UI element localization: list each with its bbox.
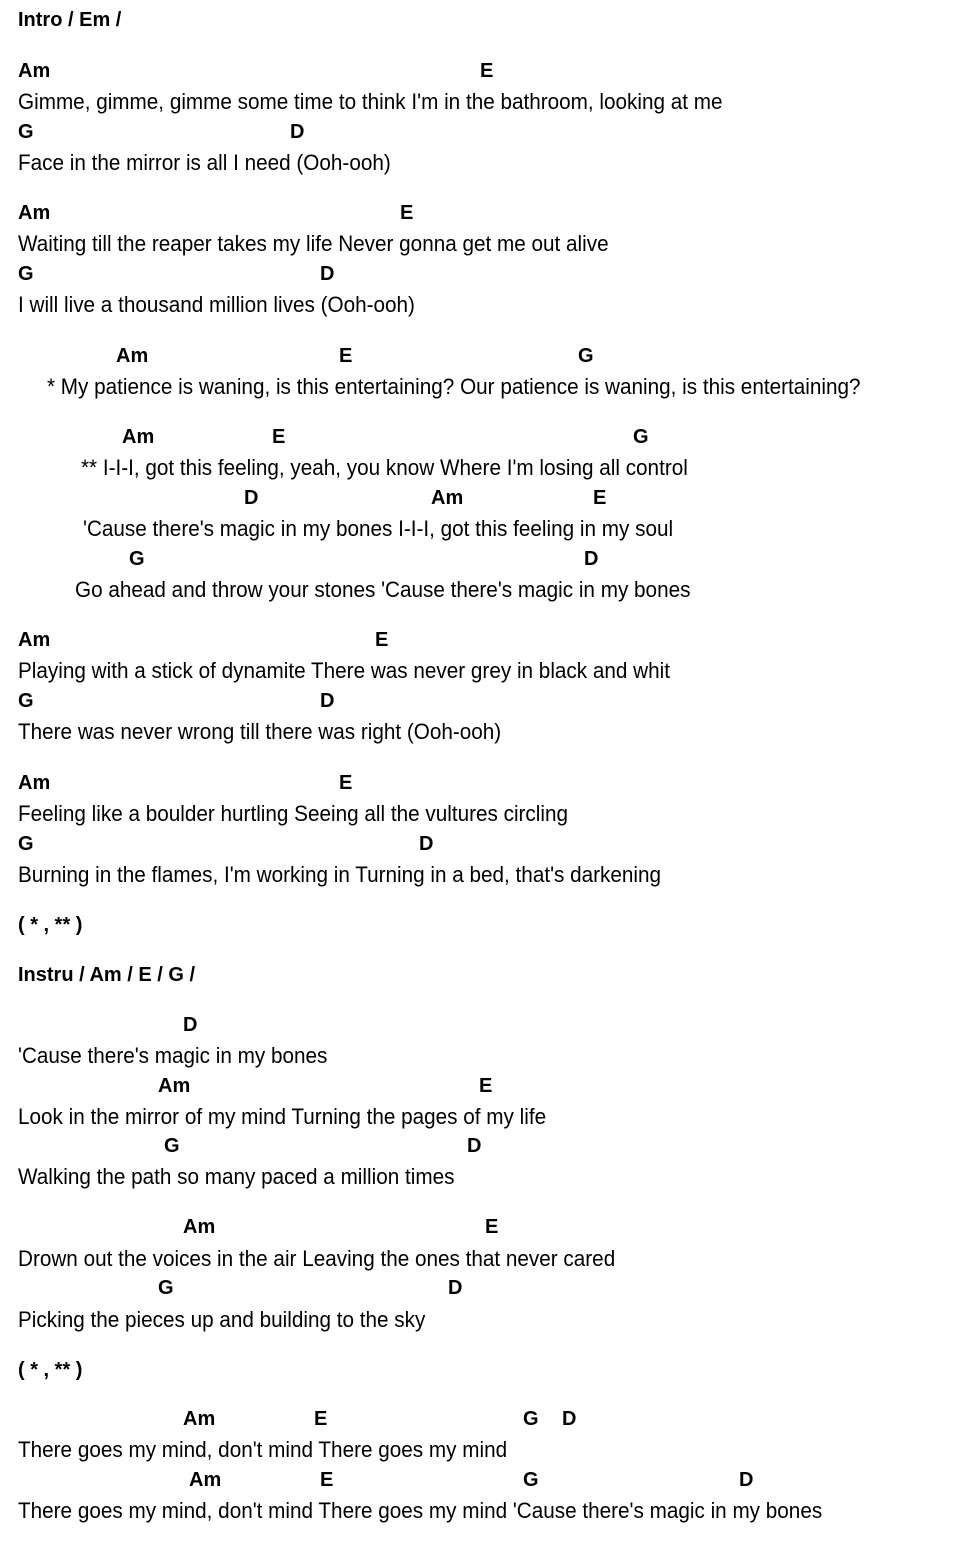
chord: G (164, 1135, 180, 1157)
chord: D (244, 487, 259, 509)
chord: G (633, 426, 649, 448)
repeat-marker: ( * , ** ) (18, 1359, 83, 1381)
lyric-line: Waiting till the reaper takes my life Never gonna get me out alive (18, 231, 609, 256)
instrumental-label: Instru / Am / E / G / (18, 964, 196, 986)
chord: G (523, 1408, 539, 1430)
repeat-marker: ( * , ** ) (18, 914, 83, 936)
chord: E (339, 345, 353, 367)
chord: G (129, 548, 145, 570)
chord: G (18, 263, 34, 285)
chord: E (339, 772, 353, 794)
chord: D (448, 1277, 463, 1299)
chord: Am (183, 1216, 216, 1238)
chord: D (320, 690, 335, 712)
lyric-line: I will live a thousand million lives (Ooh-ooh) (18, 292, 415, 317)
chord: D (419, 833, 434, 855)
lyric-line: 'Cause there's magic in my bones I-I-I, got this feeling in my soul (83, 516, 674, 541)
chord: G (523, 1469, 539, 1491)
chord: Am (18, 629, 51, 651)
chord: Am (122, 426, 155, 448)
chord: E (272, 426, 286, 448)
chord: E (480, 60, 494, 82)
lyric-line: Burning in the flames, I'm working in Turning in a bed, that's darkening (18, 862, 662, 887)
chord: Am (158, 1075, 191, 1097)
chord: Am (18, 202, 51, 224)
chord: Am (189, 1469, 222, 1491)
chord: D (739, 1469, 754, 1491)
chord: Am (431, 487, 464, 509)
chord: E (320, 1469, 334, 1491)
lyric-line: There was never wrong till there was right (Ooh-ooh) (18, 719, 502, 744)
chord: G (158, 1277, 174, 1299)
chord: G (578, 345, 594, 367)
lyric-line: Picking the pieces up and building to the sky (18, 1307, 426, 1332)
lyric-line: Gimme, gimme, gimme some time to think I'm in the bathroom, looking at me (18, 89, 723, 114)
intro-label: Intro / Em / (18, 9, 122, 31)
lyric-line: There goes my mind, don't mind There goes my mind 'Cause there's magic in my bones (18, 1498, 823, 1523)
chord: E (485, 1216, 499, 1238)
lyric-line: 'Cause there's magic in my bones (18, 1043, 328, 1068)
lyric-line: Drown out the voices in the air Leaving the ones that never cared (18, 1246, 616, 1271)
lyric-line: Look in the mirror of my mind Turning the pages of my life (18, 1104, 547, 1129)
chord: D (183, 1014, 198, 1036)
chord: E (593, 487, 607, 509)
chord: G (18, 833, 34, 855)
chord: E (314, 1408, 328, 1430)
lyric-line: Face in the mirror is all I need (Ooh-ooh) (18, 150, 391, 175)
lyric-line: * My patience is waning, is this entertaining? Our patience is waning, is this entertaining? (47, 374, 861, 399)
chord: Am (183, 1408, 216, 1430)
chord: D (290, 121, 305, 143)
lyric-line: There goes my mind, don't mind There goes my mind (18, 1437, 508, 1462)
chord: D (584, 548, 599, 570)
chord: G (18, 690, 34, 712)
chord: E (375, 629, 389, 651)
chord: Am (116, 345, 149, 367)
lyric-line: Go ahead and throw your stones 'Cause there's magic in my bones (75, 577, 691, 602)
chord: Am (18, 772, 51, 794)
lyric-line: Playing with a stick of dynamite There was never grey in black and whit (18, 658, 670, 683)
chord: G (18, 121, 34, 143)
chord: Am (18, 60, 51, 82)
lyric-line: ** I-I-I, got this feeling, yeah, you know Where I'm losing all control (81, 455, 688, 480)
chord: D (562, 1408, 577, 1430)
lyric-line: Feeling like a boulder hurtling Seeing all the vultures circling (18, 801, 569, 826)
chord: D (467, 1135, 482, 1157)
chord: E (479, 1075, 493, 1097)
lyric-line: Walking the path so many paced a million times (18, 1164, 455, 1189)
chord: E (400, 202, 414, 224)
chord: D (320, 263, 335, 285)
